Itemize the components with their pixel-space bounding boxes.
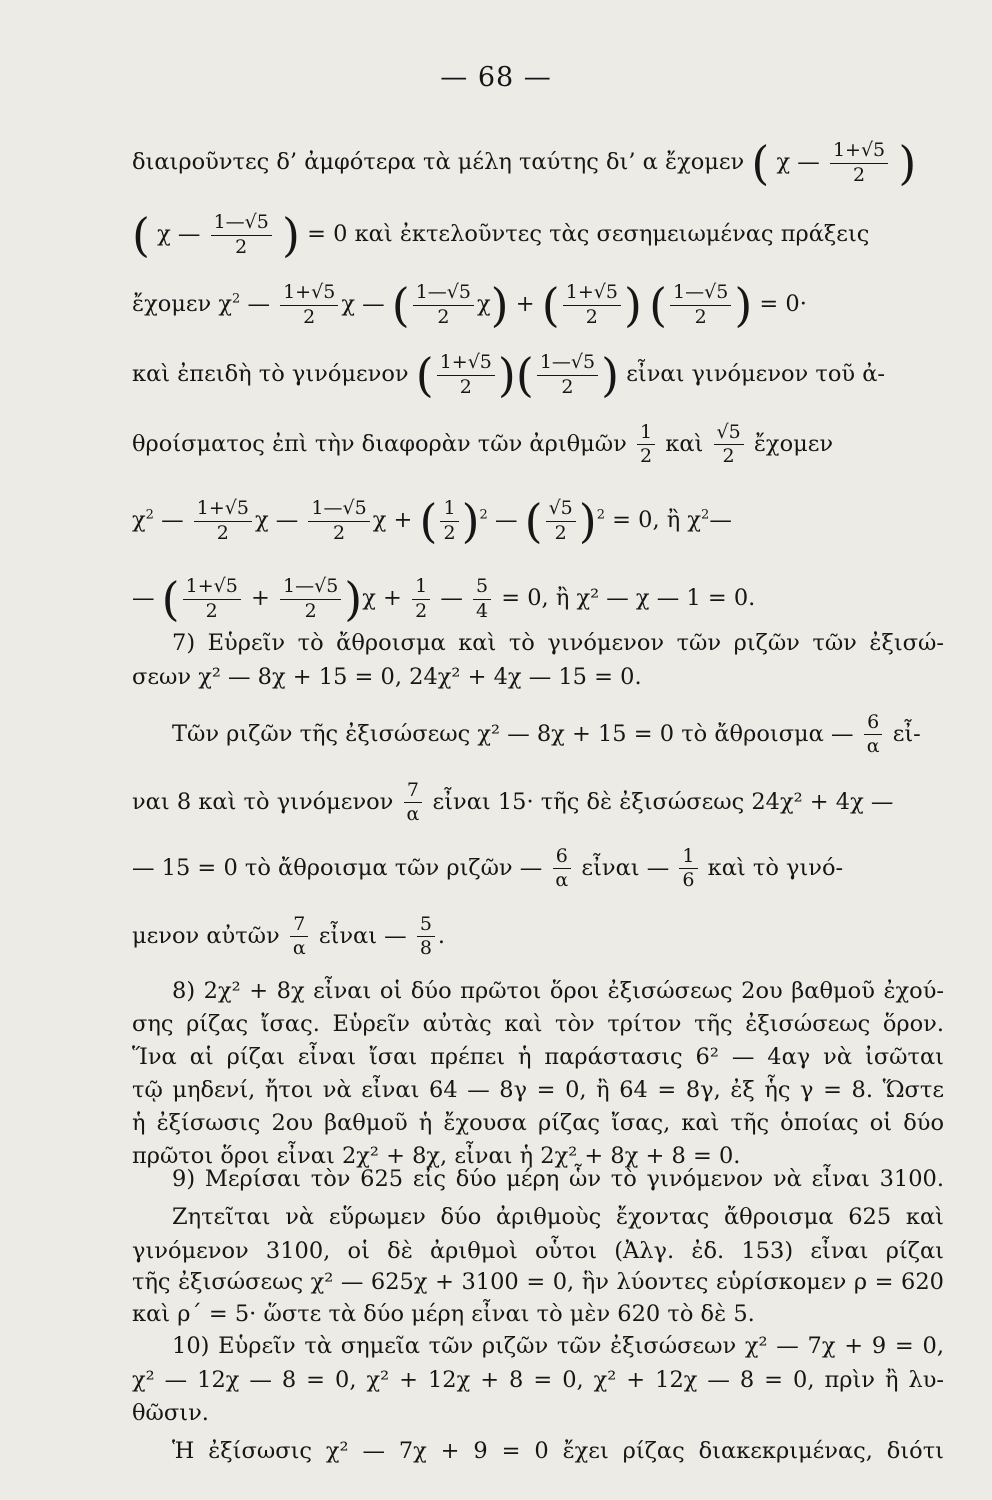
text-line: σης ρίζας ἴσας. Εὑρεῖν αὐτὰς καὶ τὸν τρίτον τῆς ἐξισώσεως ὅρον.: [132, 1011, 944, 1037]
text-line: [132, 780, 944, 826]
fraction: $\frac{1+√5}{2}$: [563, 282, 621, 328]
text: — 15 = 0 τὸ ἄθροισμα τῶν ριζῶν —: [132, 854, 543, 881]
text: εἶναι —: [581, 854, 670, 881]
text-line: 8) 2χ² + 8χ εἶναι οἱ δύο πρῶτοι ὅροι ἐξισώσεως 2ου βαθμοῦ ἐχού-: [172, 978, 944, 1004]
paren: (: [751, 136, 770, 190]
text-line: καὶ ρ΄ = 5· ὥστε τὰ δύο μέρη εἶναι τὸ μὲν 620 τὸ δὲ 5.: [132, 1301, 755, 1327]
op: —: [797, 149, 820, 175]
text: ναι 8 καὶ τὸ γινόμενον: [132, 788, 394, 815]
paren: ): [898, 136, 917, 190]
fraction: $\frac{5}{4}$: [473, 576, 491, 622]
op: —: [177, 221, 201, 247]
text-line: $\chi^2$ — $\frac{1+√5}{2}$ χ — $\frac{1—√5}{2}$ χ + ( $\frac{1}{2}$ )$^2$ — ( $\frac{√5}{2}$ )$^2$ = 0, ἢ $\chi^2—$: [132, 494, 732, 548]
text: = 0 καὶ ἐκτελοῦντες τὰς σεσημειωμένας πράξεις: [307, 221, 870, 247]
text-line: πρῶτοι ὅροι εἶναι 2χ² + 8χ, εἶναι ἡ 2χ² + 8χ + 8 = 0.: [132, 1143, 741, 1169]
text-line: χ² — 12χ — 8 = 0, χ² + 12χ + 8 = 0, χ² + 12χ — 8 = 0, πρὶν ἢ λυ-: [132, 1367, 944, 1393]
text-line: — ( $\frac{1+√5}{2}$ + $\frac{1—√5}{2}$ )χ + $\frac{1}{2}$ — $\frac{5}{4}$ = 0, ἢ χ² — χ — 1 = 0.: [132, 572, 756, 626]
fraction: $\frac{1}{2}$: [412, 576, 430, 622]
fraction: $\frac{1+√5}{2}$: [437, 352, 495, 398]
text-line: [132, 422, 944, 468]
fraction: $\frac{1}{2}$: [637, 422, 655, 468]
fraction: $\frac{1+√5}{2}$: [830, 140, 888, 186]
fraction: $\frac{1—√5}{2}$: [308, 498, 369, 544]
text-line: [132, 208, 944, 262]
fraction: $\frac{7}{\alpha}$: [290, 914, 309, 960]
text-line: τῆς ἐξισώσεως χ² — 625χ + 3100 = 0, ἣν λύοντες εὑρίσκομεν ρ = 620: [132, 1269, 944, 1295]
fraction: $\frac{1—√5}{2}$: [211, 212, 272, 258]
fraction: $\frac{1—√5}{2}$: [670, 282, 731, 328]
var: χ: [776, 149, 791, 175]
text-line: 9) Μερίσαι τὸν 625 εἰς δύο μέρη ὧν τὸ γινόμενον νὰ εἶναι 3100.: [172, 1166, 944, 1192]
text-line: Ἡ ἐξίσωσις χ² — 7χ + 9 = 0 ἔχει ρίζας διακεκριμένας, διότι: [172, 1438, 944, 1464]
fraction: $\frac{1+√5}{2}$: [194, 498, 252, 544]
text: εἶ-: [892, 720, 921, 747]
text-line: γινόμενον 3100, οἱ δὲ ἀριθμοὶ οὗτοι (Ἀλγ. ἐδ. 153) εἶναι ρίζαι: [132, 1238, 944, 1264]
paren: ): [282, 208, 300, 262]
text-line: [132, 846, 944, 892]
text-line: [132, 712, 944, 758]
text: = 0, ἢ χ² — χ — 1 = 0.: [501, 585, 756, 611]
text: ἔχομεν: [753, 430, 834, 457]
text: εἶναι —: [318, 922, 407, 949]
fraction: $\frac{√5}{2}$: [714, 422, 744, 468]
fraction: $\frac{1+√5}{2}$: [183, 576, 241, 622]
text: = 0·: [759, 291, 807, 317]
text: = 0, ἢ χ: [612, 507, 702, 533]
text: Τῶν ριζῶν τῆς ἐξισώσεως χ² — 8χ + 15 = 0 τὸ ἄθροισμα —: [172, 720, 854, 747]
fraction: $\frac{1—√5}{2}$: [280, 576, 341, 622]
text: μενον αὐτῶν: [132, 922, 280, 949]
fraction: $\frac{1—√5}{2}$: [413, 282, 474, 328]
paren: (: [132, 208, 150, 262]
fraction: $\frac{1+√5}{2}$: [280, 282, 338, 328]
var: χ: [157, 221, 171, 247]
fraction: $\frac{7}{\alpha}$: [404, 780, 423, 826]
text-line: τῷ μηδενί, ἤτοι νὰ εἶναι 64 — 8γ = 0, ἢ 64 = 8γ, ἐξ ἧς γ = 8. Ὥστε: [132, 1077, 944, 1103]
page-number: — 68 —: [440, 62, 552, 93]
text-line: ἔχομεν $\chi^2$ — $\frac{1+√5}{2}$ χ — ( $\frac{1—√5}{2}$ χ) + ( $\frac{1+√5}{2}$ ) ( $\frac{1—√5}{2}$ ) = 0·: [132, 278, 807, 332]
fraction: $\frac{6}{\alpha}$: [552, 846, 571, 892]
op: +: [515, 291, 535, 317]
text: διαιροῦντες δ’ ἀμφότερα τὰ μέλη ταύτης δι’ α ἔχομεν: [132, 149, 745, 175]
text-line: 7) Εὑρεῖν τὸ ἄθροισμα καὶ τὸ γινόμενον τῶν ριζῶν τῶν ἐξισώ-: [172, 630, 944, 656]
fraction: $\frac{√5}{2}$: [546, 498, 576, 544]
fraction: $\frac{1}{2}$: [440, 498, 458, 544]
text-line: [132, 136, 944, 190]
op: —: [247, 291, 270, 317]
text-line: Ζητεῖται νὰ εὕρωμεν δύο ἀριθμοὺς ἔχοντας ἄθροισμα 625 καὶ: [172, 1204, 944, 1230]
fraction: $\frac{5}{8}$: [417, 914, 435, 960]
text-line: μενον αὐτῶν $\frac{7}{\alpha}$ εἶναι — $\frac{5}{8}$ .: [132, 913, 446, 960]
text-line: 10) Εὑρεῖν τὰ σημεῖα τῶν ριζῶν τῶν ἐξισώσεων χ² — 7χ + 9 = 0,: [172, 1333, 944, 1359]
text: καὶ τὸ γινό-: [707, 854, 844, 881]
text: καὶ: [665, 430, 704, 457]
text: θροίσματος ἐπὶ τὴν διαφορὰν τῶν ἀριθμῶν: [132, 430, 627, 457]
text: εἶναι γινόμενον τοῦ ἀ-: [626, 361, 885, 387]
fraction: $\frac{6}{\alpha}$: [864, 712, 883, 758]
text-line: θῶσιν.: [132, 1400, 209, 1426]
text: καὶ ἐπειδὴ τὸ γινόμενον: [132, 361, 409, 387]
text-line: ἡ ἐξίσωσις 2ου βαθμοῦ ἡ ἔχουσα ρίζας ἴσας, καὶ τῆς ὁποίας οἱ δύο: [132, 1110, 944, 1136]
text: εἶναι 15· τῆς δὲ ἐξισώσεως 24χ² + 4χ —: [432, 788, 894, 815]
text-line: καὶ ἐπειδὴ τὸ γινόμενον ( $\frac{1+√5}{2}$ )( $\frac{1—√5}{2}$ ) εἶναι γινόμενον τοῦ ἀ-: [132, 348, 885, 402]
text-line: Ἵνα αἱ ρίζαι εἶναι ἴσαι πρέπει ἡ παράστασις 6² — 4αγ νὰ ἰσῶται: [132, 1044, 944, 1070]
fraction: $\frac{1—√5}{2}$: [537, 352, 598, 398]
text-line: σεων χ² — 8χ + 15 = 0, 24χ² + 4χ — 15 = 0.: [132, 664, 642, 690]
fraction: $\frac{1}{6}$: [679, 846, 697, 892]
op: —: [362, 291, 385, 317]
text: ἔχομεν χ: [132, 291, 232, 317]
